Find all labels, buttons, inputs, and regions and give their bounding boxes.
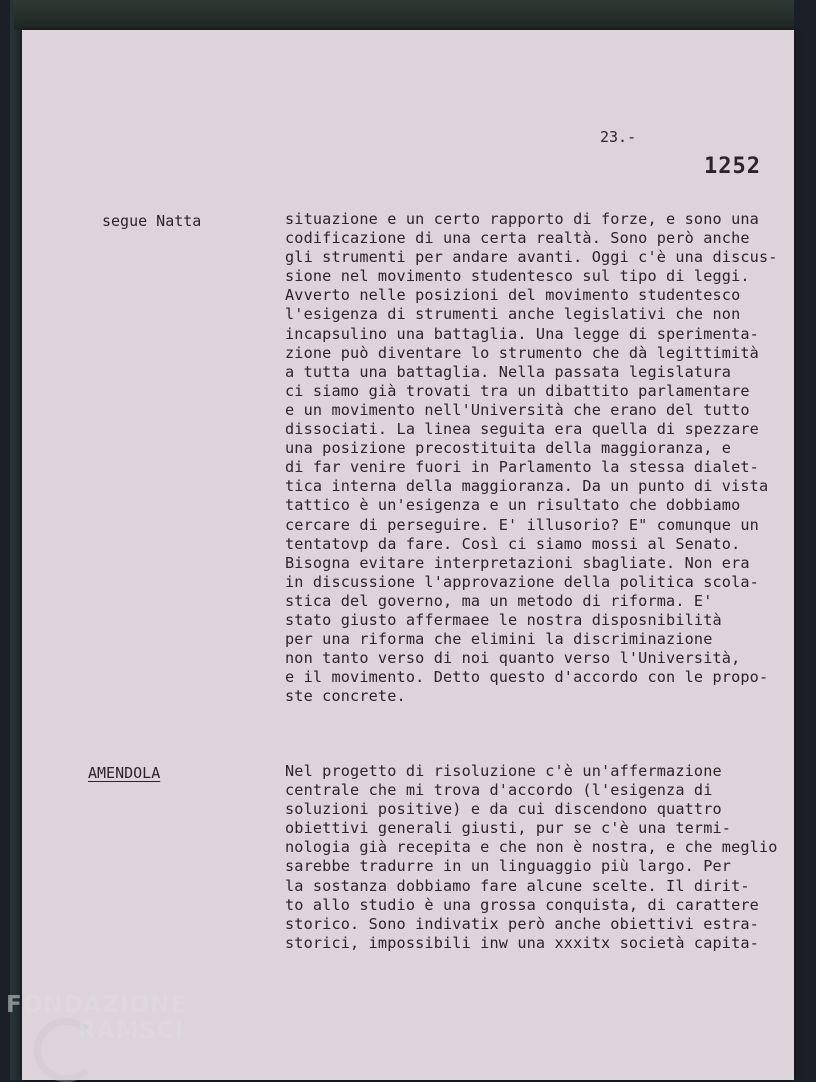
cover-edge	[14, 0, 794, 30]
text-line: e un movimento nell'Università che erano del tutto	[285, 400, 750, 419]
text-line: storico. Sono indivatix però anche obiettivi estra-	[285, 914, 759, 933]
text-line: per una riforma che elimini la discriminazione	[285, 630, 713, 649]
speech-amendola	[285, 762, 778, 953]
text-line: to allo studio è una grossa conquista, di carattere	[285, 895, 759, 914]
text-line: soluzioni positive) e da cui discendono quattro	[285, 800, 722, 819]
text-line: di far venire fuori in Parlamento la stessa dialet-	[285, 458, 759, 477]
text-line: ci siamo già trovati tra un dibattito parlamentare	[285, 381, 750, 400]
page-number: 23.-	[600, 128, 637, 146]
text-line: a tutta una battaglia. Nella passata legislatura	[285, 362, 732, 381]
text-line: zione può diventare lo strumento che dà legittimità	[285, 343, 759, 362]
text-line: una posizione precostituita della maggioranza, e	[285, 439, 732, 458]
text-line: sione nel movimento studentesco sul tipo di leggi.	[285, 267, 750, 286]
text-line: la sostanza dobbiamo fare alcune scelte. Il dirit-	[285, 876, 750, 895]
fondazione-gramsci-watermark	[6, 992, 210, 1049]
text-line: situazione e un certo rapporto di forze, e sono una	[285, 210, 759, 228]
text-line: Nel progetto di risoluzione c'è un'affermazione	[285, 762, 722, 780]
text-line: e il movimento. Detto questo d'accordo con le propo-	[285, 668, 769, 687]
text-line: storici, impossibili inw una xxxitx società capita-	[285, 933, 759, 952]
text-line: incapsulino una battaglia. Una legge di sperimenta-	[285, 324, 759, 343]
text-line: sarebbe tradurre in un linguaggio più largo. Per	[285, 857, 732, 876]
text-line: Bisogna evitare interpretazioni sbagliate. Non era	[285, 553, 750, 572]
text-line: stica del governo, ma un metodo di riforma. E'	[285, 591, 713, 610]
text-line: in discussione l'approvazione della politica scola-	[285, 572, 759, 591]
text-line: l'esigenza di strumenti anche legislativi che non	[285, 305, 741, 324]
text-line: tentatovp da fare. Così ci siamo mossi al Senato.	[285, 534, 741, 553]
text-line: gli strumenti per andare avanti. Oggi c'è una discus-	[285, 248, 778, 267]
text-line: cercare di perseguire. E' illusorio? E" comunque un	[285, 515, 759, 534]
text-line: centrale che mi trova d'accordo (l'esigenza di	[285, 781, 713, 800]
text-line: nologia già recepita e che non è nostra, e che meglio	[285, 838, 778, 857]
text-line: stato giusto affermaee le nostra disposnibilità	[285, 610, 722, 629]
text-line: Avverto nelle posizioni del movimento studentesco	[285, 286, 741, 305]
text-line: tica interna della maggioranza. Da un punto di vista	[285, 477, 769, 496]
text-line: ste concrete.	[285, 687, 406, 706]
speaker-label-natta: segue Natta	[102, 212, 202, 230]
watermark-line2: RAMSCI	[78, 1018, 185, 1044]
document-number: 1252	[704, 154, 761, 179]
text-line: non tanto verso di noi quanto verso l'Università,	[285, 649, 741, 668]
watermark-line1: FONDAZIONE	[6, 992, 188, 1018]
text-line: obiettivi generali giusti, pur se c'è una termi-	[285, 819, 732, 838]
watermark-suffix: onlus	[188, 1031, 210, 1040]
text-line: tattico è un'esigenza e un risultato che dobbiamo	[285, 496, 741, 515]
text-line: dissociati. La linea seguita era quella di spezzare	[285, 420, 759, 439]
speaker-label-amendola: AMENDOLA	[88, 764, 161, 782]
text-line: codificazione di una certa realtà. Sono però anche	[285, 229, 750, 248]
speech-natta	[285, 210, 778, 706]
